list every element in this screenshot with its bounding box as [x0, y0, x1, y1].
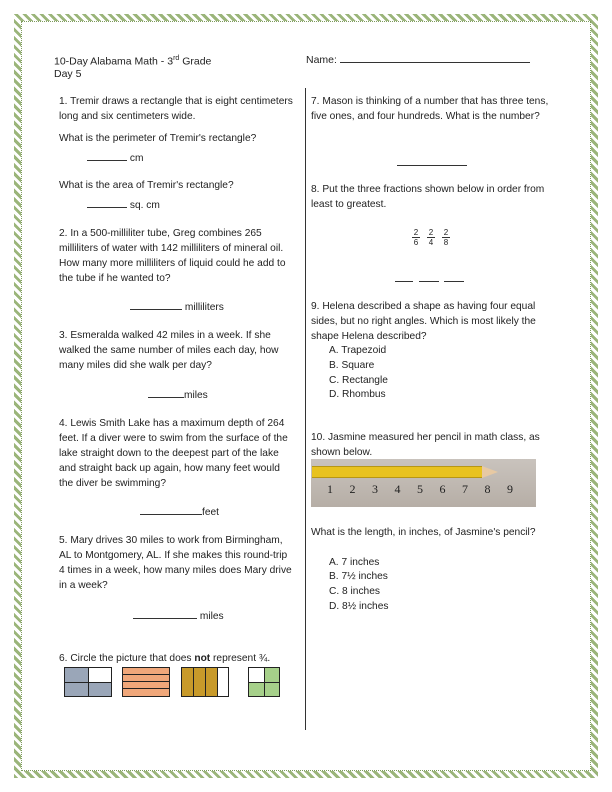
- ruler-number: 6: [439, 482, 446, 496]
- ruler-number: 9: [507, 482, 513, 496]
- name-field[interactable]: Name:: [306, 52, 530, 67]
- fraction-picture-orange[interactable]: [122, 667, 170, 697]
- pencil-image: [312, 466, 482, 478]
- perimeter-question: What is the perimeter of Tremir's rectangle?: [59, 133, 257, 144]
- q10-option-a[interactable]: A. 7 inches: [329, 557, 380, 568]
- ruler-number: 2: [349, 482, 356, 496]
- question-5: 5. Mary drives 30 miles to work from Birmingham, AL to Montgomery, AL. If she makes this round-trip 4 times in a week, how many miles does Mary drive in a week?: [59, 535, 292, 591]
- q4-answer[interactable]: feet: [140, 504, 219, 520]
- q3-answer[interactable]: miles: [148, 387, 208, 403]
- question-9: 9. Helena described a shape as having four equal sides, but no right angles. Which is most likely the shape Helena described?: [311, 301, 536, 342]
- fraction-2: 2 4: [428, 228, 434, 247]
- q9-option-c[interactable]: C. Rectangle: [329, 375, 388, 386]
- question-3: 3. Esmeralda walked 42 miles in a week. If she walked the same number of miles each day, how many miles did she walk per day?: [59, 330, 279, 371]
- fraction-picture-green[interactable]: [248, 667, 280, 697]
- fraction-3: 2 8: [443, 228, 449, 247]
- q9-option-b[interactable]: B. Square: [329, 360, 375, 371]
- question-8: 8. Put the three fractions shown below in order from least to greatest.: [311, 184, 545, 210]
- fraction-1: 2 6: [413, 228, 419, 247]
- perimeter-answer[interactable]: cm: [87, 150, 143, 166]
- q5-answer[interactable]: miles: [133, 608, 224, 624]
- fraction-picture-blue[interactable]: [64, 667, 112, 697]
- q7-answer[interactable]: [397, 155, 467, 171]
- area-question: What is the area of Tremir's rectangle?: [59, 180, 234, 191]
- q10-question: What is the length, in inches, of Jasmine's pencil?: [311, 527, 536, 538]
- ruler-number: 4: [394, 482, 401, 496]
- q9-option-a[interactable]: A. Trapezoid: [329, 345, 387, 356]
- question-10: 10. Jasmine measured her pencil in math class, as shown below.: [311, 432, 540, 458]
- ruler-number: 8: [484, 482, 491, 496]
- ruler-number: 1: [327, 482, 333, 496]
- column-divider: [305, 88, 306, 730]
- ruler-number: 7: [462, 482, 468, 496]
- ruler-number: 3: [372, 482, 378, 496]
- q10-option-c[interactable]: C. 8 inches: [329, 586, 380, 597]
- q10-option-d[interactable]: D. 8½ inches: [329, 601, 389, 612]
- q8-answer-blanks[interactable]: [395, 271, 464, 287]
- question-2: 2. In a 500-milliliter tube, Greg combines 265 milliliters of water with 142 milliliters of mineral oil. How many more milliliters of liquid could he add to the tube if he wanted to?: [59, 228, 286, 284]
- area-answer[interactable]: sq. cm: [87, 197, 160, 213]
- question-4: 4. Lewis Smith Lake has a maximum depth of 264 feet. If a diver were to swim from the surface of the lake straight down to the deepest part of the lake and straight back up again, how many feet would the diver be swimming?: [59, 418, 288, 489]
- question-1: 1. Tremir draws a rectangle that is eight centimeters long and six centimeters wide.: [59, 96, 293, 122]
- question-7: 7. Mason is thinking of a number that has three tens, five ones, and four hundreds. What is the number?: [311, 96, 549, 122]
- q9-option-d[interactable]: D. Rhombus: [329, 389, 386, 400]
- fraction-picture-gold[interactable]: [181, 667, 229, 697]
- question-6: 6. Circle the picture that does not represent ¾.: [59, 653, 271, 664]
- q2-answer[interactable]: milliliters: [130, 299, 224, 315]
- ruler-number: 5: [417, 482, 423, 496]
- worksheet-title: 10-Day Alabama Math - 3rd Grade: [54, 55, 212, 68]
- q10-option-b[interactable]: B. 7½ inches: [329, 571, 388, 582]
- day-label: Day 5: [54, 68, 82, 80]
- pencil-tip: [482, 466, 498, 478]
